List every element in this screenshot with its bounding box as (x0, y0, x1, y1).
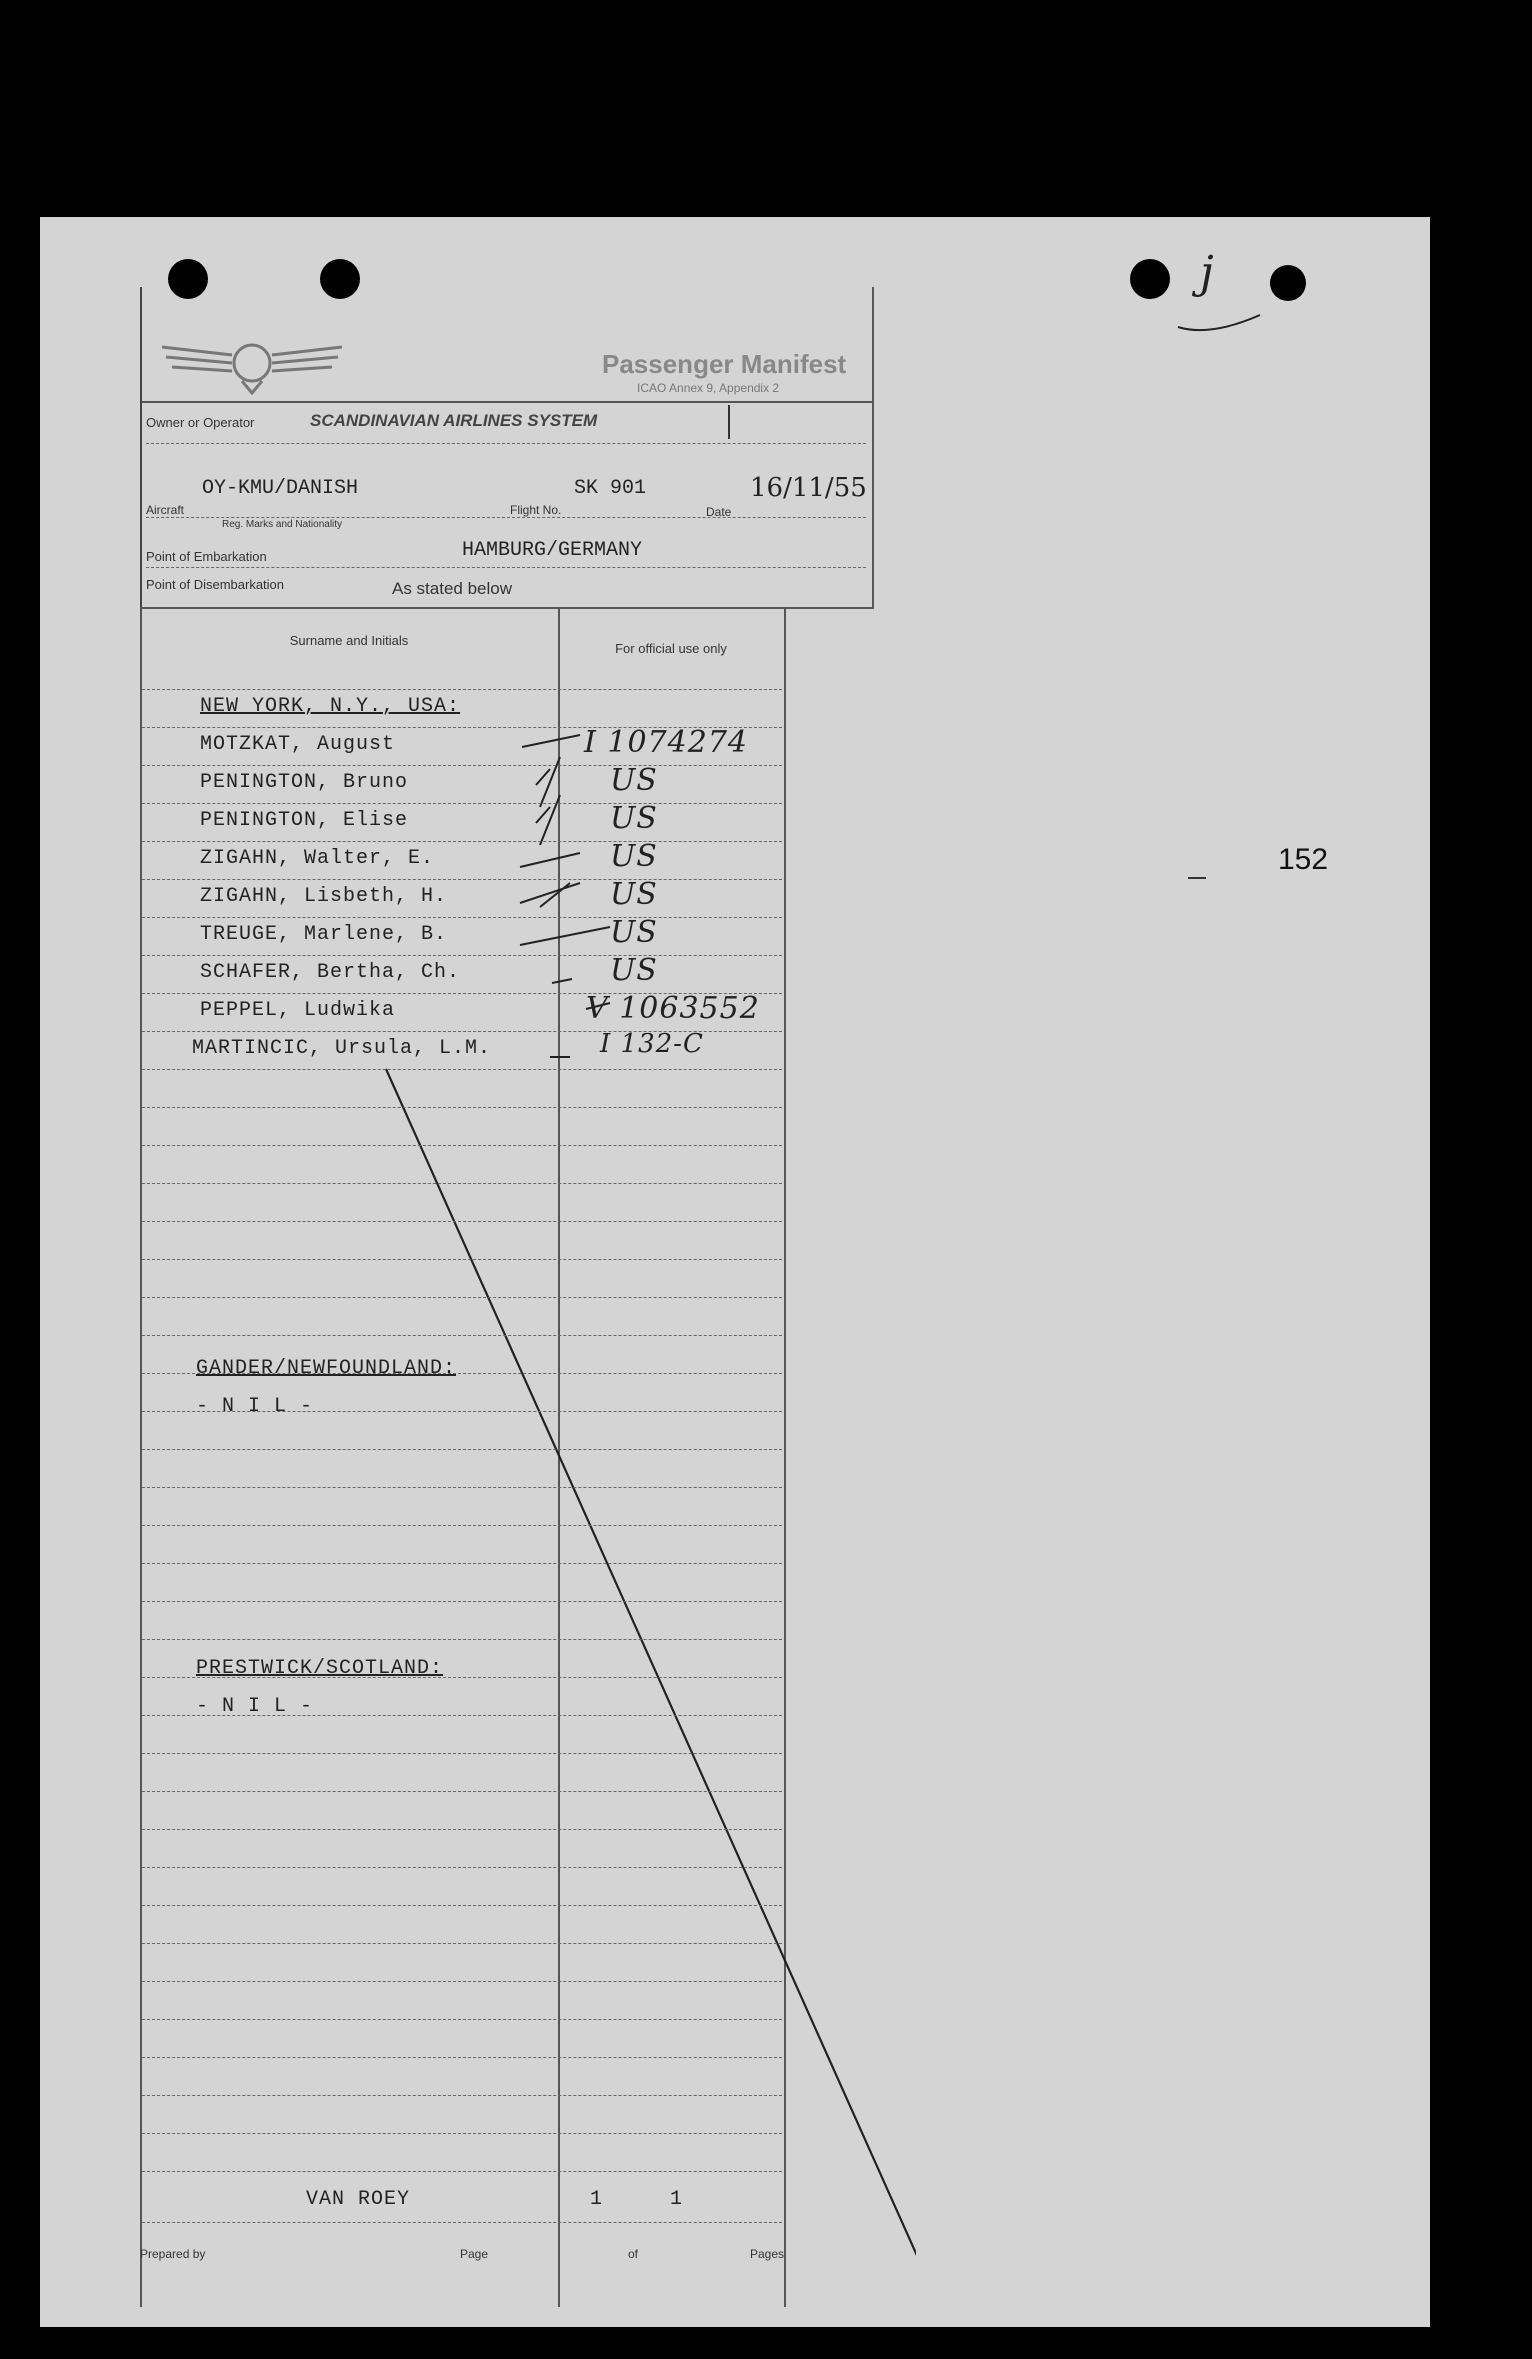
official-entry: I 132-C (600, 1029, 704, 1059)
official-entry: V 1063552 (586, 991, 760, 1026)
row-line (142, 2171, 782, 2172)
row-line (142, 1601, 782, 1602)
footer-line (142, 2222, 782, 2223)
row-line (142, 917, 782, 918)
reg-label: Reg. Marks and Nationality (222, 519, 343, 530)
row-line (142, 1829, 782, 1830)
punch-hole (1130, 259, 1170, 299)
flight-label: Flight No. (510, 503, 562, 517)
nil-entry: - N I L - (196, 1695, 314, 1718)
row-line (142, 803, 782, 804)
row-line (142, 1183, 782, 1184)
count-b: 1 (670, 2188, 684, 2211)
official-entry: US (610, 953, 658, 988)
aircraft-value: OY-KMU/DANISH (202, 477, 359, 500)
official-entry: I 1074274 (584, 725, 748, 760)
row-line (142, 1145, 782, 1146)
prepared-by-label: Prepared by (140, 2247, 206, 2261)
page-label: Page (460, 2247, 489, 2261)
official-entry: US (610, 877, 658, 912)
passenger-name: SCHAFER, Bertha, Ch. (200, 961, 461, 984)
row-line (142, 1791, 782, 1792)
row-line (142, 2095, 782, 2096)
count-a: 1 (590, 2188, 604, 2211)
row-line (142, 1297, 782, 1298)
row-line (142, 841, 782, 842)
pages-label: Pages (750, 2247, 785, 2261)
of-label: of (628, 2247, 639, 2261)
official-entry: US (610, 839, 658, 874)
row-line (142, 1031, 782, 1032)
passenger-name: PEPPEL, Ludwika (200, 999, 396, 1022)
row-line (142, 1753, 782, 1754)
disembark-label: Point of Disembarkation (146, 577, 285, 592)
passenger-name: MOTZKAT, August (200, 733, 396, 756)
corner-stroke (1170, 307, 1270, 347)
date-value: 16/11/55 (750, 473, 867, 503)
section-heading: NEW YORK, N.Y., USA: (200, 695, 461, 718)
punch-hole (1270, 265, 1306, 301)
name-column-header: Surname and Initials (289, 633, 409, 648)
row-line (142, 993, 782, 994)
row-line (142, 1411, 782, 1412)
row-line (142, 1905, 782, 1906)
row-line (142, 689, 782, 690)
embark-label: Point of Embarkation (146, 549, 267, 564)
corner-mark: j (1200, 247, 1214, 298)
embark-value: HAMBURG/GERMANY (462, 539, 643, 562)
disembark-value: As stated below (392, 579, 513, 598)
row-line (142, 1259, 782, 1260)
row-line (142, 1981, 782, 1982)
flight-value: SK 901 (574, 477, 647, 500)
row-line (142, 2057, 782, 2058)
passenger-name: ZIGAHN, Lisbeth, H. (200, 885, 448, 908)
row-line (142, 1715, 782, 1716)
section-heading: PRESTWICK/SCOTLAND: (196, 1657, 444, 1680)
owner-label: Owner or Operator (146, 415, 255, 430)
row-line (142, 2133, 782, 2134)
row-line (142, 1563, 782, 1564)
row-line (142, 1335, 782, 1336)
row-line (142, 1107, 782, 1108)
row-line (142, 727, 782, 728)
row-line (142, 1943, 782, 1944)
row-line (142, 1487, 782, 1488)
row-line (142, 1069, 782, 1070)
official-entry: US (610, 801, 658, 836)
row-line (142, 765, 782, 766)
official-entry: US (610, 915, 658, 950)
manifest-sheet (40, 217, 1430, 2327)
row-line (142, 1373, 782, 1374)
row-line (142, 1449, 782, 1450)
owner-value: SCANDINAVIAN AIRLINES SYSTEM (310, 411, 598, 430)
row-line (142, 879, 782, 880)
official-entry: US (610, 763, 658, 798)
row-line (142, 2019, 782, 2020)
manifest-form (140, 287, 916, 2307)
section-heading: GANDER/NEWFOUNDLAND: (196, 1357, 457, 1380)
signature-name: VAN ROEY (306, 2188, 411, 2211)
row-line (142, 955, 782, 956)
form-subtitle: ICAO Annex 9, Appendix 2 (637, 381, 780, 395)
passenger-name: TREUGE, Marlene, B. (200, 923, 448, 946)
row-line (142, 1677, 782, 1678)
date-label: Date (706, 505, 732, 519)
row-line (142, 1867, 782, 1868)
official-column-header: For official use only (615, 641, 727, 656)
passenger-name: PENINGTON, Elise (200, 809, 409, 832)
nil-entry: - N I L - (196, 1395, 314, 1418)
form-title: Passenger Manifest (602, 349, 847, 379)
row-line (142, 1525, 782, 1526)
row-line (142, 1639, 782, 1640)
aircraft-label: Aircraft (146, 503, 185, 517)
passenger-name: ZIGAHN, Walter, E. (200, 847, 435, 870)
page-number-dash (1188, 877, 1206, 879)
passenger-name: PENINGTON, Bruno (200, 771, 409, 794)
page-number: 152 (1278, 843, 1329, 876)
passenger-name: MARTINCIC, Ursula, L.M. (192, 1037, 492, 1060)
row-line (142, 1221, 782, 1222)
